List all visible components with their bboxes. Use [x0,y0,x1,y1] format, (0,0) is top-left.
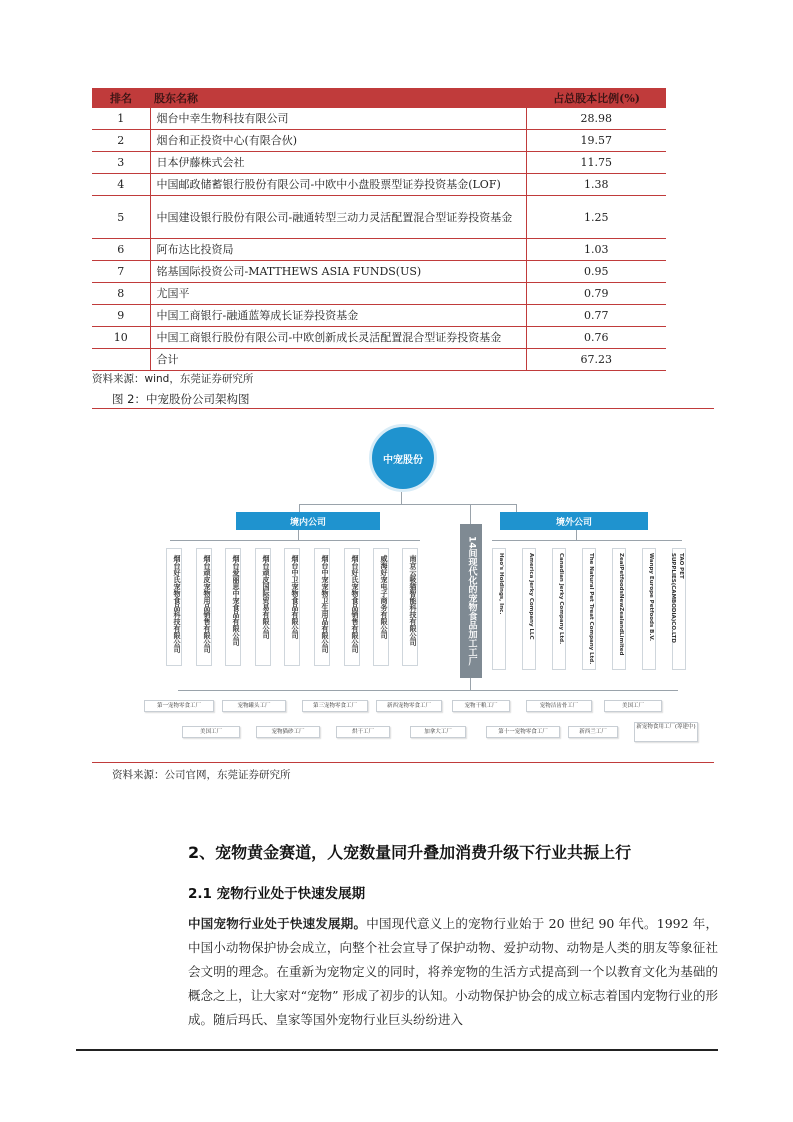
cell-name: 日本伊藤株式会社 [150,152,526,174]
factory-box: 美国工厂 [604,700,662,712]
table-row [92,327,666,349]
cell-pct: 0.76 [526,327,666,349]
factory-box: 第一宠物零食工厂 [144,700,214,712]
overseas-company: ZealPetfoodsNewZealandLimited [612,548,626,670]
factory-box: 新西宠物零食工厂 [376,700,442,712]
cell-pct: 67.23 [526,349,666,371]
source-note-1: 资料来源：wind，东莞证券研究所 [92,373,254,385]
cell-rank: 2 [92,130,150,152]
cell-name: 烟台中幸生物科技有限公司 [150,108,526,130]
domestic-company: 南京云吸猫智能科技有限公司 [402,548,418,666]
connector-line [299,504,516,505]
figure-title: 图 2：中宠股份公司架构图 [112,392,250,406]
cell-name: 尤国平 [150,283,526,305]
cell-name: 阿布达比投资局 [150,239,526,261]
figure-top-rule [92,408,714,409]
connector-line [470,678,471,690]
cell-rank: 9 [92,305,150,327]
factories-center-node: 14间现代化的宠物食品加工工厂 [460,524,482,678]
cell-name: 铭基国际投资公司-MATTHEWS ASIA FUNDS(US) [150,261,526,283]
table-row [92,283,666,305]
cell-name: 中国工商银行-融通蓝筹成长证券投资基金 [150,305,526,327]
table-row [92,108,666,130]
table-row [92,130,666,152]
table-row [92,196,666,239]
domestic-company: 烟台顽皮国际贸易有限公司 [255,548,271,666]
domestic-companies-label: 境内公司 [236,512,380,530]
domestic-company: 威海好宠电子商务有限公司 [373,548,389,666]
overseas-company: The Natural Pet Treat Company Ltd. [582,548,596,670]
paragraph-lead: 中国宠物行业处于快速发展期。 [188,916,367,931]
factory-box: 美国工厂 [182,726,240,738]
cell-pct: 0.79 [526,283,666,305]
cell-rank: 5 [92,196,150,239]
header-rank: 排名 [92,88,150,108]
cell-name: 中国建设银行股份有限公司-融通转型三动力灵活配置混合型证券投资基金 [150,196,526,239]
section-title: 2、宠物黄金赛道，人宠数量同升叠加消费升级下行业共振上行 [188,843,632,862]
factory-box: 宠物洁齿骨工厂 [526,700,592,712]
table-row [92,239,666,261]
table-row [92,261,666,283]
header-pct: 占总股本比例(%) [526,88,666,108]
connector-line [401,492,402,504]
header-name: 股东名称 [150,88,526,108]
connector-line [492,540,682,541]
factory-box: 加拿大工厂 [410,726,466,738]
cell-pct: 19.57 [526,130,666,152]
domestic-company: 烟台好氏宠物食品科技有限公司 [166,548,182,666]
connector-line [170,540,420,541]
cell-rank: 6 [92,239,150,261]
org-chart [140,418,700,753]
cell-pct: 1.03 [526,239,666,261]
factory-box: 新宠物食用工厂(筹建中) [634,722,698,742]
cell-name: 合计 [150,349,526,371]
overseas-company: Wanpy Europe Petfoods B.V. [642,548,656,670]
cell-pct: 28.98 [526,108,666,130]
overseas-company: Canadian Jerky Company Ltd. [552,548,566,670]
factory-box: 第三宠物零食工厂 [302,700,368,712]
cell-name: 烟台和正投资中心(有限合伙) [150,130,526,152]
cell-rank: 7 [92,261,150,283]
org-root-node: 中宠股份 [369,424,437,492]
cell-pct: 0.95 [526,261,666,283]
factory-box: 烘干工厂 [336,726,390,738]
factory-box: 宠物干粮工厂 [452,700,510,712]
cell-name: 中国邮政储蓄银行股份有限公司-中欧中小盘股票型证券投资基金(LOF) [150,174,526,196]
body-paragraph [188,912,718,1032]
table-header-row [92,88,666,108]
cell-rank: 4 [92,174,150,196]
cell-rank: 10 [92,327,150,349]
connector-line [298,530,299,540]
cell-rank [92,349,150,371]
cell-name: 中国工商银行股份有限公司-中欧创新成长灵活配置混合型证券投资基金 [150,327,526,349]
table-row [92,174,666,196]
table-total-row [92,349,666,371]
overseas-company: Hao's Holdings, Inc. [492,548,506,670]
overseas-company: TAO PET SUPPLIES(CAMBODIA)CO.LTD [672,548,686,670]
connector-line [576,530,577,540]
factory-box: 新西兰工厂 [568,726,618,738]
domestic-company: 烟台中卫宠物食品有限公司 [284,548,300,666]
paragraph-body: 中国现代意义上的宠物行业始于 20 世纪 90 年代。1992 年，中国小动物保护协会成立，向整个社会宣导了保护动物、爱护动物、动物是人类的朋友等象征社会文明的理念。在重新为宠物定义的同时，将养宠物的生活方式提高到一个以教育文化为基础的概念之上，让大家对“宠物” 形成了初步的认知。小动物保护协会的成立标志着国内宠物行业的形成。随后玛氏、皇家等国外宠物行业巨头纷纷进入 [188,916,718,1027]
shareholder-table [92,88,666,371]
factory-box: 宠物罐头工厂 [222,700,286,712]
domestic-company: 烟台好氏宠物食品销售有限公司 [344,548,360,666]
domestic-company: 烟台中宠宠物卫生用品有限公司 [314,548,330,666]
source-note-2: 资料来源：公司官网，东莞证券研究所 [112,769,291,781]
cell-pct: 1.25 [526,196,666,239]
factory-box: 宠物猫砂工厂 [256,726,320,738]
figure-bottom-rule [92,762,714,763]
cell-rank: 1 [92,108,150,130]
cell-pct: 1.38 [526,174,666,196]
cell-rank: 8 [92,283,150,305]
factory-box: 第十一宠物零食工厂 [486,726,560,738]
connector-line [178,690,678,691]
overseas-companies-label: 境外公司 [500,512,648,530]
subsection-title: 2.1 宠物行业处于快速发展期 [188,886,366,902]
cell-pct: 11.75 [526,152,666,174]
table-row [92,152,666,174]
overseas-company: America Jerky Company LLC [522,548,536,670]
table-row [92,305,666,327]
domestic-company: 烟台爱丽思中宠食品有限公司 [225,548,241,666]
cell-pct: 0.77 [526,305,666,327]
domestic-company: 烟台顽皮宠物用品销售有限公司 [196,548,212,666]
cell-rank: 3 [92,152,150,174]
connector-line [470,504,471,524]
footer-rule [76,1049,718,1051]
